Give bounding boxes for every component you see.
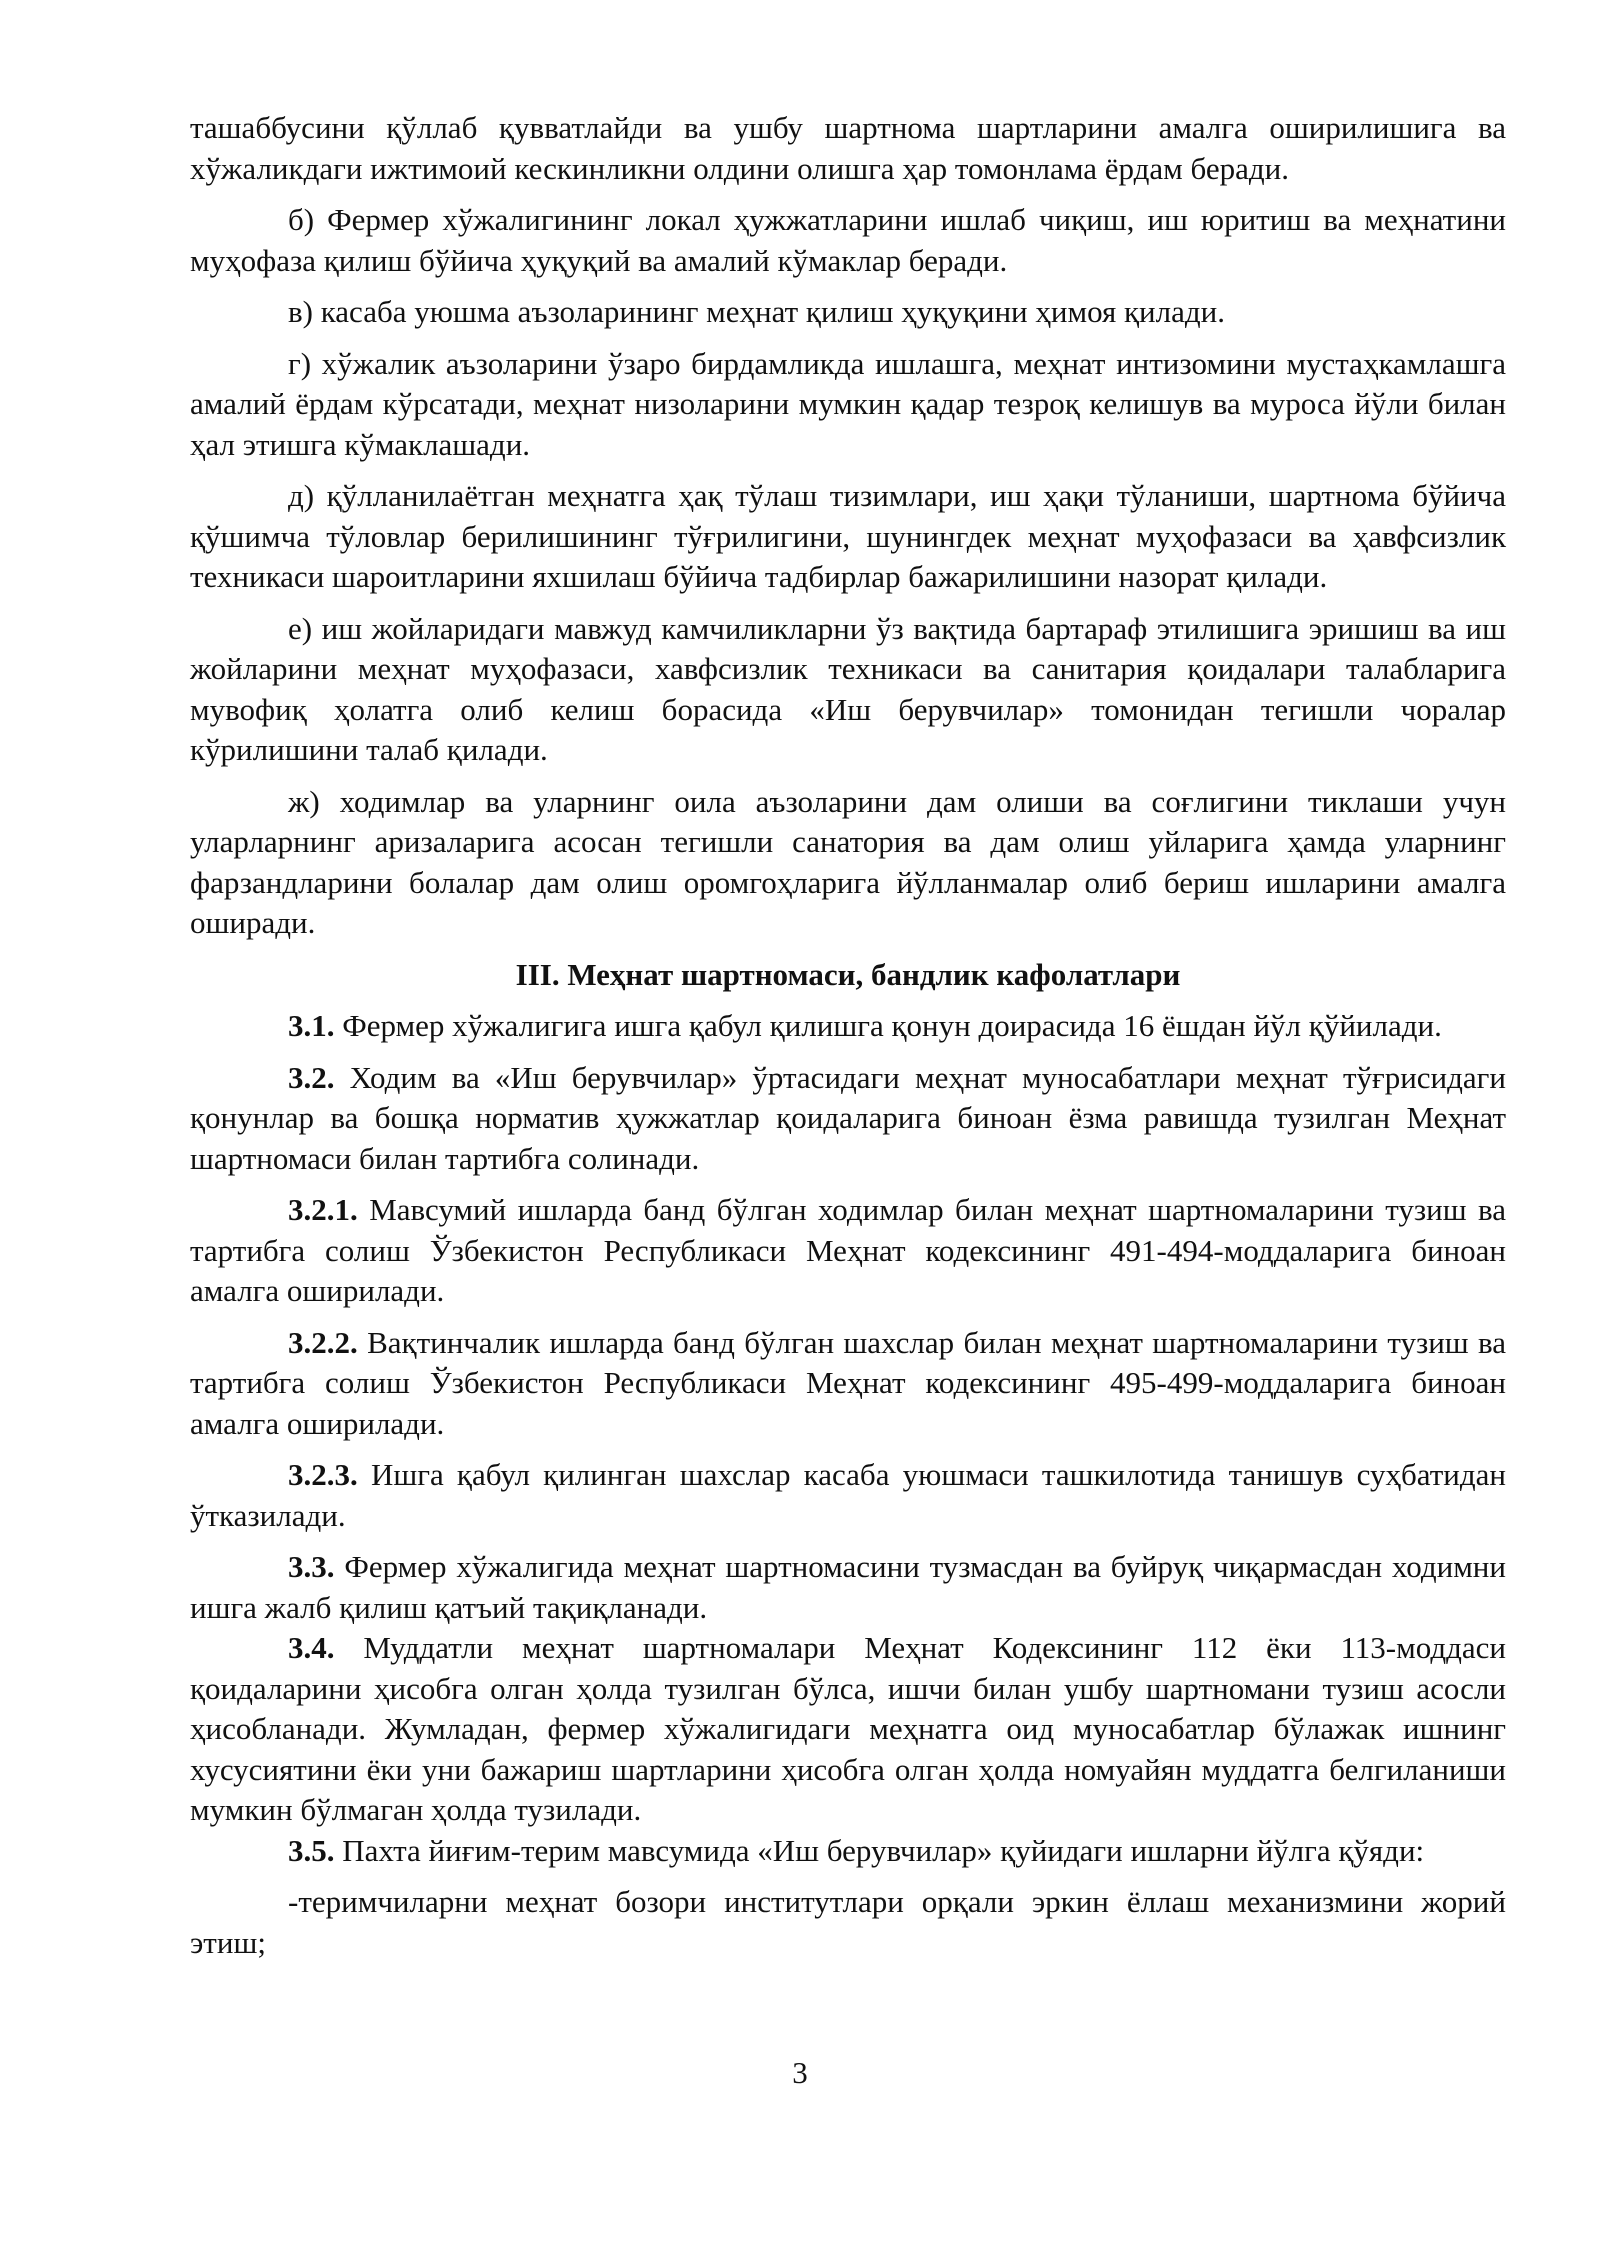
paragraph-zh: ж) ходимлар ва уларнинг оила аъзоларини дам олиши ва соғлигини тиклаши учун уларларнинг аризаларига асосан тегишли санатория ва дам олиш уйларига ҳамда уларнинг фарзандларини болалар дам олиш оромгоҳларига йўлланмалар олиб бериш ишларини амалга оширади.	[190, 783, 1506, 940]
page-number: 3	[792, 2055, 808, 2090]
clause-3-4: 3.4. Муддатли меҳнат шартномалари Меҳнат Кодексининг 112 ёки 113-моддаси қоидаларини ҳисобга олган ҳолда тузилган бўлса, ишчи билан ушбу шартномани тузиш асосли ҳисобланади. Жумладан, фермер хўжалигидаги меҳнатга оид муносабатлар бўлажак ишнинг хусусиятини ёки уни бажариш шартларини ҳисобга олган ҳолда номуайян муддатга белгиланиши мумкин бўлмаган ҳолда тузилади.	[190, 1630, 1506, 1827]
clause-number: 3.2.3.	[288, 1457, 358, 1492]
clause-number: 3.5.	[288, 1832, 335, 1868]
clause-3-2: 3.2. Ходим ва «Иш берувчилар» ўртасидаги меҳнат муносабатлари меҳнат тўғрисидаги қонунлар ва бошқа норматив ҳужжатлар қоидаларига биноан ёзма равишда тузилган Меҳнат шартномаси билан тартибга солинади.	[190, 1059, 1506, 1176]
paragraph-intro-continued: ташаббусини қўллаб қувватлайди ва ушбу шартнома шартларини амалга оширилишига ва хўжаликдаги ижтимоий кескинликни олдини олишга ҳар томонлама ёрдам беради.	[190, 110, 1506, 186]
document-page	[190, 108, 1506, 1974]
clause-3-1: 3.1. Фермер хўжалигига ишга қабул қилишга қонун доирасида 16 ёшдан йўл қўйилади.	[288, 1008, 1442, 1043]
paragraph-b: б) Фермер хўжалигининг локал ҳужжатларини ишлаб чиқиш, иш юритиш ва меҳнатини муҳофаза қилиш бўйича ҳуқуқий ва амалий кўмаклар беради.	[190, 202, 1506, 278]
paragraph-e: е) иш жойларидаги мавжуд камчиликларни ўз вақтида бартараф этилишига эришиш ва иш жойларини меҳнат муҳофазаси, хавфсизлик техникаси ва санитария қоидалари талабларига мувофиқ ҳолатга олиб келиш борасида «Иш берувчилар» томонидан тегишли чоралар кўрилишини талаб қилади.	[190, 610, 1506, 767]
clause-number: 3.2.2.	[288, 1324, 358, 1360]
clause-number: 3.4.	[288, 1630, 335, 1665]
paragraph-g: г) хўжалик аъзоларини ўзаро бирдамликда ишлашга, меҳнат интизомини мустаҳкамлашга амалий ёрдам кўрсатади, меҳнат низоларини мумкин қадар тезроқ келишув ва муроса йўли билан ҳал этишга кўмаклашади.	[190, 345, 1506, 462]
section-heading: III. Меҳнат шартномаси, бандлик кафолатлари	[515, 956, 1181, 992]
clause-3-2-3: 3.2.3. Ишга қабул қилинган шахслар касаба уюшмаси ташкилотида танишув суҳбатидан ўтказилади.	[190, 1457, 1506, 1533]
clause-number: 3.2.	[288, 1059, 335, 1095]
list-item-hiring: -теримчиларни меҳнат бозори институтлари орқали эркин ёллаш механизмини жорий этиш;	[190, 1884, 1506, 1960]
clause-3-2-2: 3.2.2. Вақтинчалик ишларда банд бўлган шахслар билан меҳнат шартномаларини тузиш ва тартибга солиш Ўзбекистон Республикаси Меҳнат кодексининг 495-499-моддаларига биноан амалга оширилади.	[190, 1324, 1506, 1441]
clause-number: 3.1.	[288, 1008, 335, 1043]
clause-3-5: 3.5. Пахта йиғим-терим мавсумида «Иш берувчилар» қуйидаги ишларни йўлга қўяди:	[288, 1832, 1425, 1868]
clause-3-2-1: 3.2.1. Мавсумий ишларда банд бўлган ходимлар билан меҳнат шартномаларини тузиш ва тартибга солиш Ўзбекистон Республикаси Меҳнат кодексининг 491-494-моддаларига биноан амалга оширилади.	[190, 1192, 1506, 1308]
clause-number: 3.3.	[288, 1549, 335, 1584]
paragraph-v: в) касаба уюшма аъзоларининг меҳнат қилиш ҳуқуқини ҳимоя қилади.	[288, 294, 1225, 329]
clause-3-3: 3.3. Фермер хўжалигида меҳнат шартномасини тузмасдан ва буйруқ чиқармасдан ходимни ишга жалб қилиш қатъий тақиқланади.	[190, 1549, 1506, 1625]
clause-number: 3.2.1.	[288, 1192, 358, 1227]
paragraph-d: д) қўлланилаётган меҳнатга ҳақ тўлаш тизимлари, иш ҳақи тўланиши, шартнома бўйича қўшимча тўловлар берилишининг тўғрилигини, шунингдек меҳнат муҳофазаси ва ҳавфсизлик техникаси шароитларини яхшилаш бўйича тадбирлар бажарилишини назорат қилади.	[190, 478, 1506, 594]
